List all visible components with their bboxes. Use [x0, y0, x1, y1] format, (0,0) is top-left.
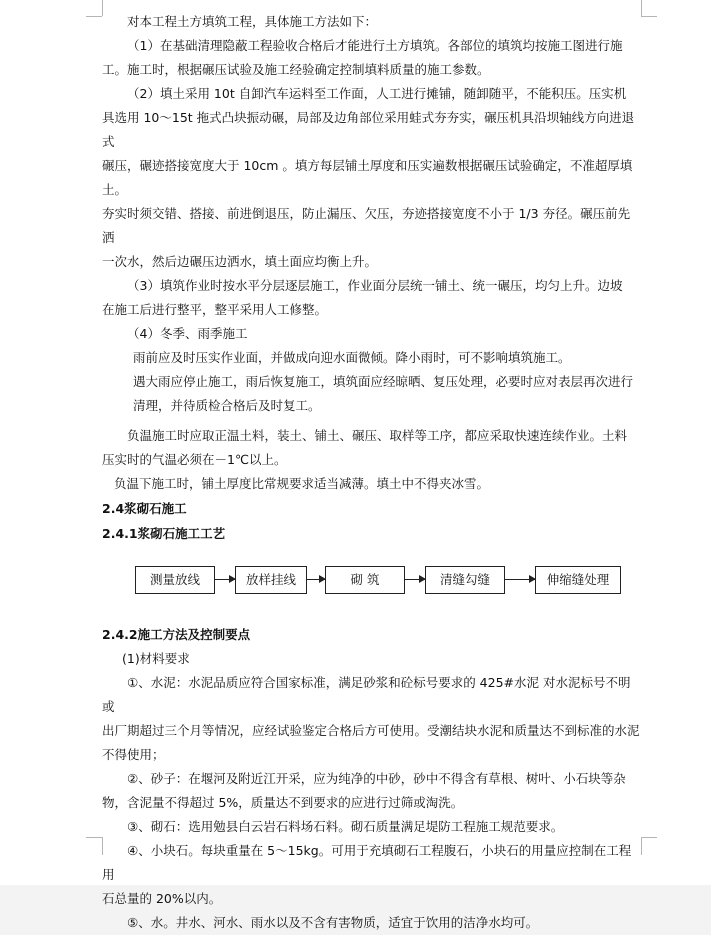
- paragraph-line: 负温下施工时，铺土厚度比常规要求适当减薄。填土中不得夹冰雪。: [114, 476, 490, 491]
- paragraph-line: 雨前应及时压实作业面，并做成向迎水面微倾。降小雨时，可不影响填筑施工。: [133, 350, 571, 365]
- paragraph-line: 不得使用；: [102, 747, 165, 762]
- flow-arrow: [307, 579, 325, 580]
- paragraph-line: 工。施工时，根据碾压试验及施工经验确定控制填料质量的施工参数。: [102, 62, 490, 77]
- paragraph-line: 碾压，碾迹搭接宽度大于 10cm 。填方每层铺土厚度和压实遍数根据碾压试验确定，不准超厚填土。: [102, 158, 633, 197]
- process-flowchart: [102, 550, 642, 620]
- flow-step-box: 清缝勾缝: [425, 566, 505, 594]
- crop-mark: [86, 16, 102, 17]
- paragraph-line: 出厂期超过三个月等情况，应经试验鉴定合格后方可使用。受潮结块水泥和质量达不到标准的水泥: [102, 723, 640, 738]
- flow-step-box: 砌 筑: [325, 566, 405, 594]
- paragraph-line: ③、砌石：选用勉县白云岩石料场石料。砌石质量满足堤防工程施工规范要求。: [127, 819, 564, 834]
- subsection-heading: 2.4.2施工方法及控制要点: [102, 627, 251, 642]
- paragraph-line: ④、小块石。每块重量在 5～15kg。可用于充填砌石工程腹石，小块石的用量应控制在工程用: [102, 843, 632, 882]
- crop-mark: [641, 837, 657, 838]
- paragraph-line: 在施工后进行整平，整平采用人工修整。: [102, 302, 328, 317]
- document-body: [102, 10, 642, 935]
- paragraph-line: （2）填土采用 10t 自卸汽车运料至工作面，人工进行摊铺，随卸随平，不能积压。压实机: [127, 86, 627, 101]
- paragraph-line: (1)材料要求: [122, 651, 190, 666]
- flow-arrow: [215, 579, 235, 580]
- flow-arrow: [505, 579, 535, 580]
- paragraph-line: 具选用 10～15t 拖式凸块振动碾，局部及边角部位采用蛙式夯夯实，碾压机具沿坝轴线方向进退式: [102, 110, 635, 149]
- paragraph-line: 物，含泥量不得超过 5%，质量达不到要求的应进行过筛或淘洗。: [102, 795, 464, 810]
- paragraph-line: 一次水，然后边碾压边洒水，填土面应均衡上升。: [102, 254, 378, 269]
- paragraph-line: （3）填筑作业时按水平分层逐层施工，作业面分层统一铺土、统一碾压，均匀上升。边坡: [127, 278, 623, 293]
- paragraph-line: 对本工程土方填筑工程，具体施工方法如下：: [127, 14, 378, 29]
- flow-step-box: 测量放线: [135, 566, 215, 594]
- flow-step-box: 放样挂线: [235, 566, 307, 594]
- paragraph-line: （4）冬季、雨季施工: [127, 326, 248, 341]
- paragraph-line: 遇大雨应停止施工，雨后恢复施工，填筑面应经晾晒、复压处理，必要时应对表层再次进行: [133, 374, 634, 389]
- paragraph-line: ⑤、水。井水、河水、雨水以及不含有害物质，适宜于饮用的洁净水均可。: [127, 915, 539, 930]
- crop-mark: [641, 16, 657, 17]
- paragraph-line: 压实时的气温必须在－1℃以上。: [102, 452, 287, 467]
- flow-step-box: 伸缩缝处理: [535, 566, 621, 594]
- paragraph-line: ①、水泥：水泥品质应符合国家标准，满足砂浆和砼标号要求的 425#水泥 对水泥标号不明或: [102, 675, 631, 714]
- flow-arrow: [405, 579, 425, 580]
- crop-mark: [86, 837, 102, 838]
- subsection-heading: 2.4.1浆砌石施工工艺: [102, 526, 226, 541]
- paragraph-line: 石总量的 20%以内。: [102, 891, 222, 906]
- paragraph-line: （1）在基础清理隐蔽工程验收合格后才能进行土方填筑。各部位的填筑均按施工图进行施: [127, 38, 623, 53]
- paragraph-line: 清理，并待质检合格后及时复工。: [133, 398, 321, 413]
- paragraph-line: 负温施工时应取正温土料，装土、铺土、碾压、取样等工序，都应采取快速连续作业。土料: [127, 428, 628, 443]
- section-heading: 2.4浆砌石施工: [102, 501, 187, 516]
- paragraph-line: ②、砂子：在堰河及附近江开采，应为纯净的中砂，砂中不得含有草根、树叶、小石块等杂: [127, 771, 626, 786]
- paragraph-line: 夯实时须交错、搭接、前进倒退压，防止漏压、欠压，夯迹搭接宽度不小于 1/3 夯径。碾压前先洒: [102, 206, 631, 245]
